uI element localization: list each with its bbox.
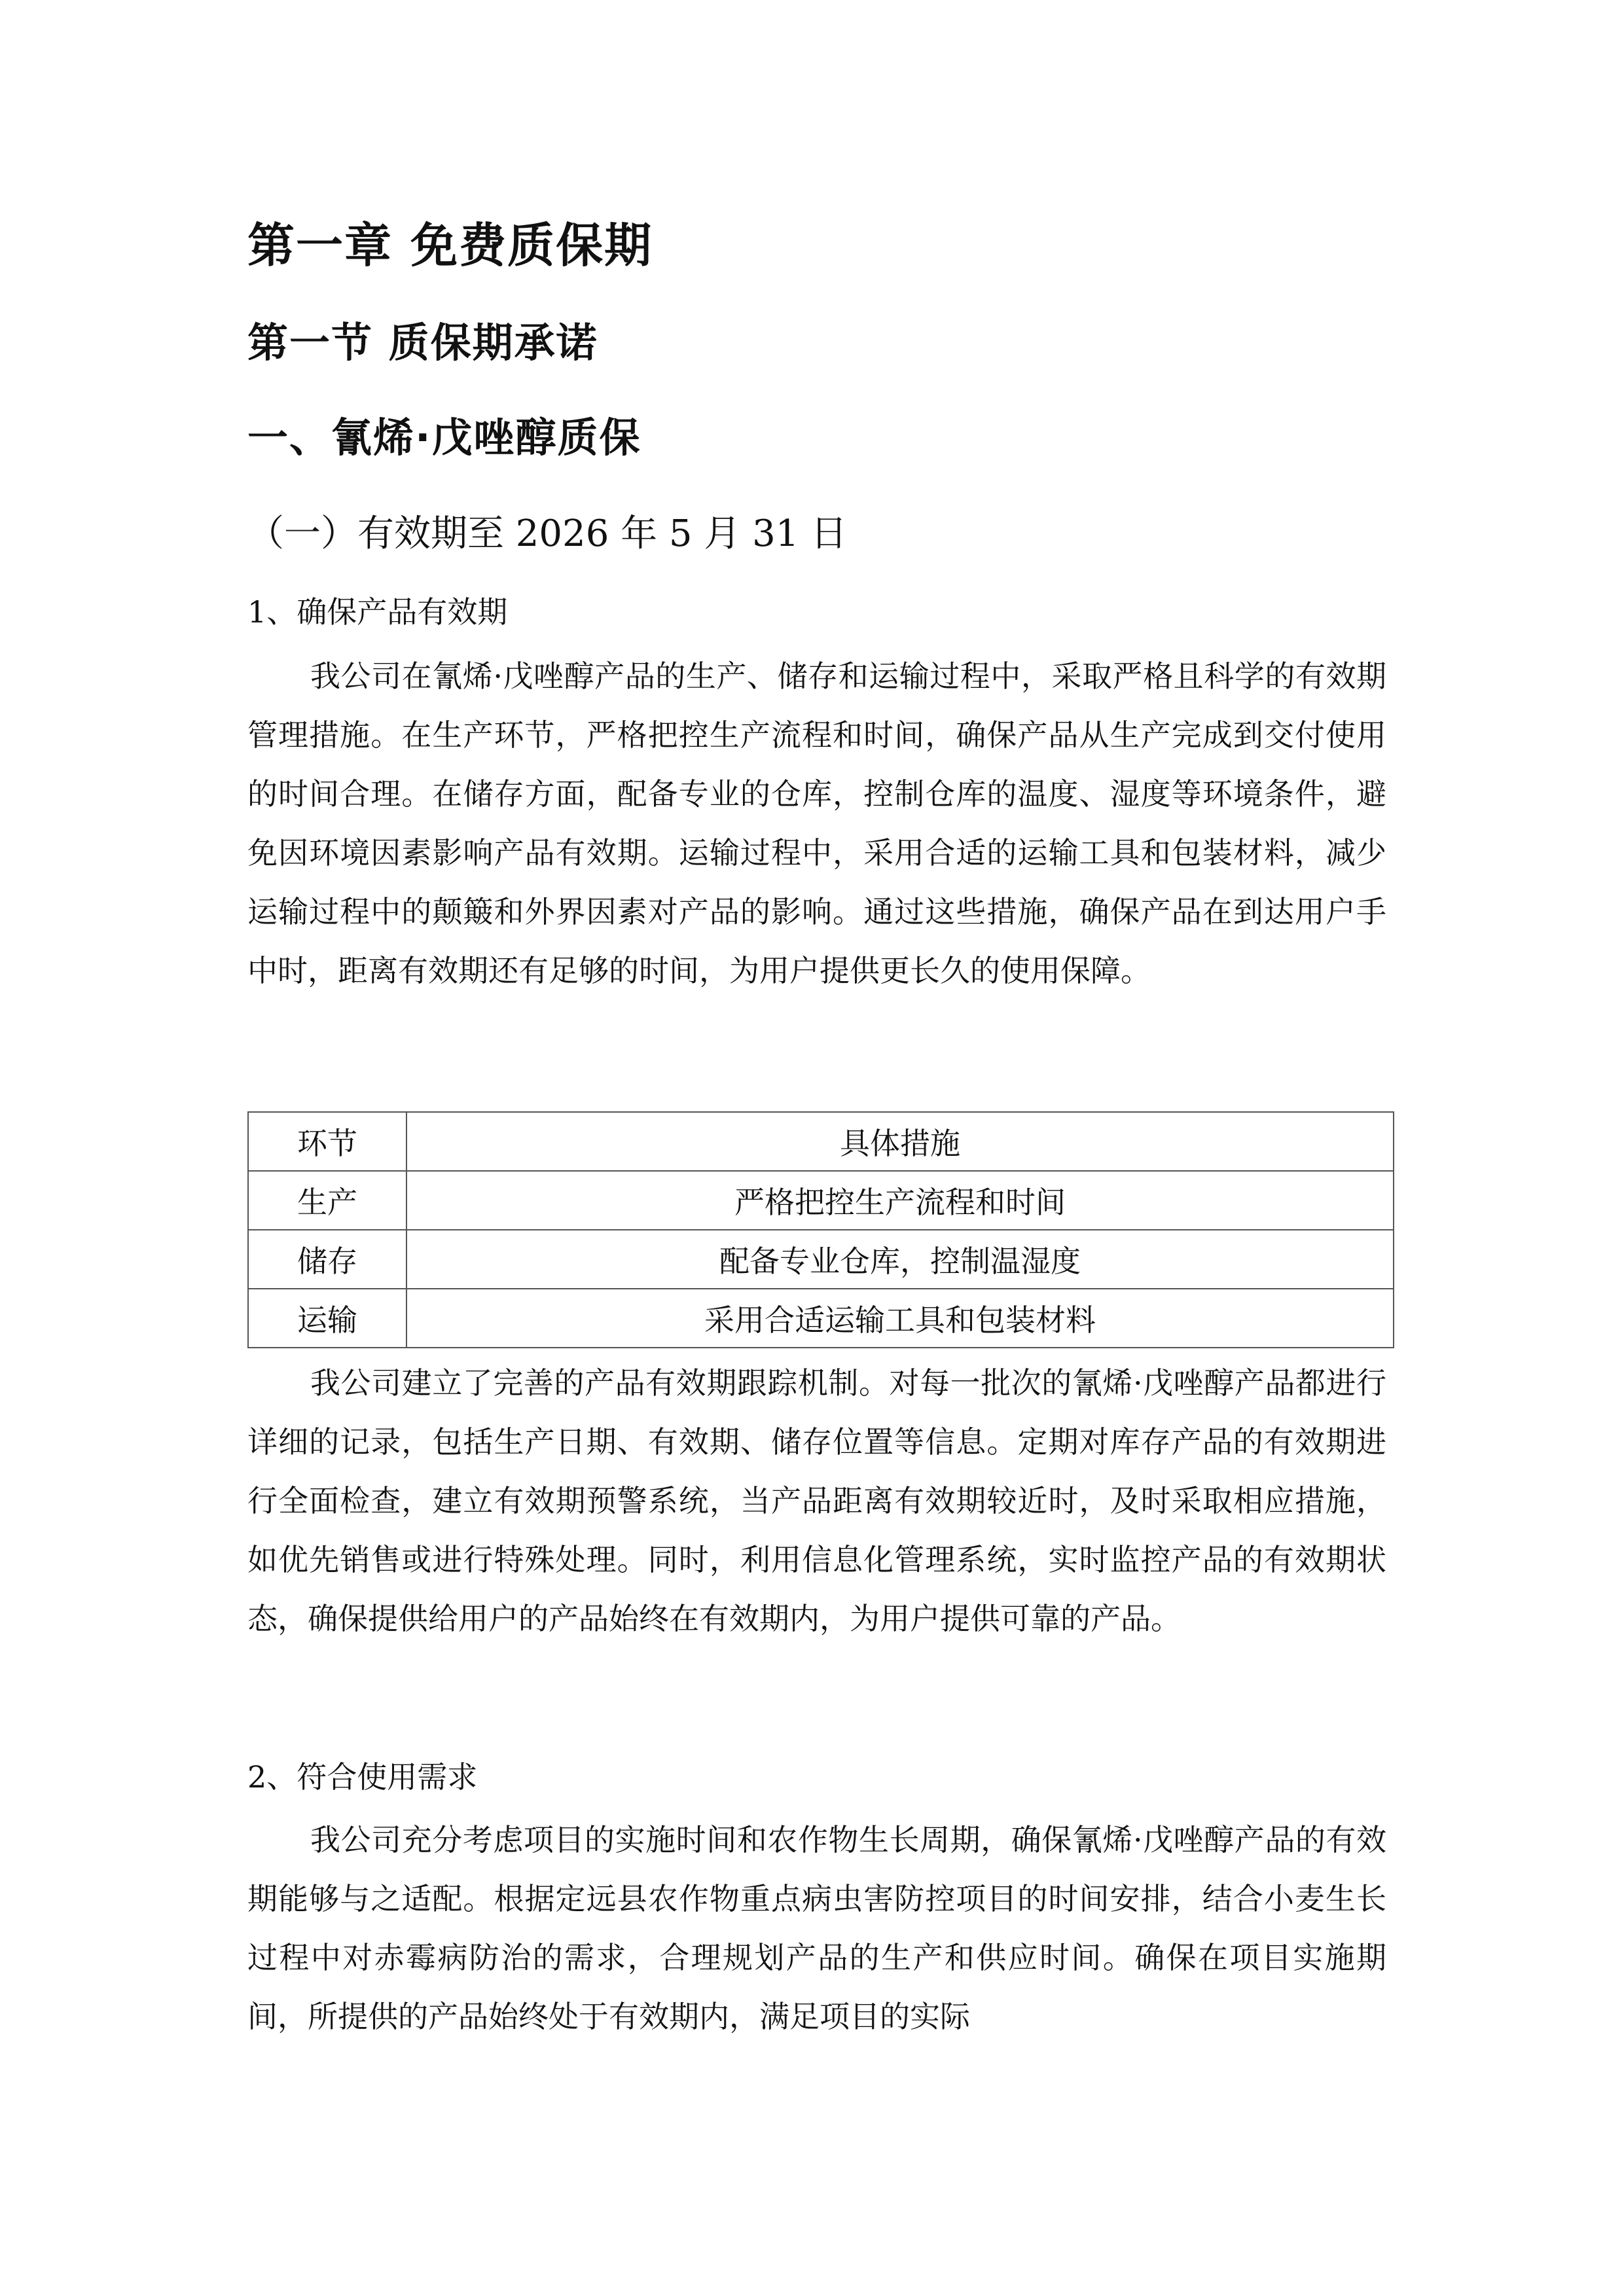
subsection-title: 一、氰烯·戊唑醇质保: [247, 414, 641, 461]
point1-paragraph-1: 我公司在氰烯·戊唑醇产品的生产、储存和运输过程中，采取严格且科学的有效期管理措施。在生产环节，严格把控生产流程和时间，确保产品从生产完成到交付使用的时间合理。在储存方面，配备专业的仓库，控制仓库的温度、湿度等环境条件，避免因环境因素影响产品有效期。运输过程中，采用合适的运输工具和包装材料，减少运输过程中的颠簸和外界因素对产品的影响。通过这些措施，确保产品在到达用户手中时，距离有效期还有足够的时间，为用户提供更长久的使用保障。: [247, 658, 1386, 988]
table-row: [248, 1171, 1394, 1230]
table-cell: 储存: [248, 1230, 406, 1289]
measures-table: [247, 1111, 1394, 1348]
item-title: （一）有效期至 2026 年 5 月 31 日: [247, 512, 848, 555]
table-cell: 配备专业仓库，控制温湿度: [406, 1230, 1394, 1289]
point2-title: 2、符合使用需求: [247, 1759, 478, 1795]
table-cell: 运输: [248, 1289, 406, 1348]
section-title: 第一节 质保期承诺: [247, 319, 598, 367]
table-row: [248, 1289, 1394, 1348]
point2-paragraph-1: 我公司充分考虑项目的实施时间和农作物生长周期，确保氰烯·戊唑醇产品的有效期能够与之适配。根据定远县农作物重点病虫害防控项目的时间安排，结合小麦生长过程中对赤霉病防治的需求，合理规划产品的生产和供应时间。确保在项目实施期间，所提供的产品始终处于有效期内，满足项目的实际: [247, 1822, 1386, 2034]
table-row: [248, 1230, 1394, 1289]
point1-title: 1、确保产品有效期: [247, 594, 508, 630]
table-cell: 严格把控生产流程和时间: [406, 1171, 1394, 1230]
chapter-title: 第一章 免费质保期: [247, 218, 653, 273]
table-cell: 生产: [248, 1171, 406, 1230]
table-header-cell: 环节: [248, 1112, 406, 1171]
table-cell: 采用合适运输工具和包装材料: [406, 1289, 1394, 1348]
table-header-cell: 具体措施: [406, 1112, 1394, 1171]
point1-paragraph-2: 我公司建立了完善的产品有效期跟踪机制。对每一批次的氰烯·戊唑醇产品都进行详细的记录，包括生产日期、有效期、储存位置等信息。定期对库存产品的有效期进行全面检查，建立有效期预警系统，当产品距离有效期较近时，及时采取相应措施，如优先销售或进行特殊处理。同时，利用信息化管理系统，实时监控产品的有效期状态，确保提供给用户的产品始终在有效期内，为用户提供可靠的产品。: [247, 1365, 1386, 1636]
table-header-row: [248, 1112, 1394, 1171]
